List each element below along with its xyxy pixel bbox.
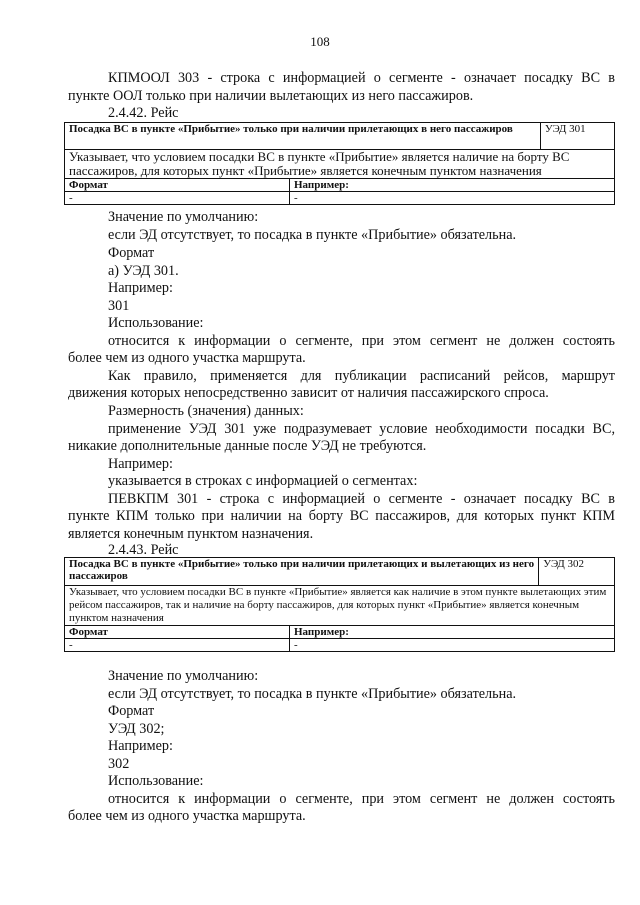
usage-text-6: более чем из одного участка маршрута. — [68, 808, 306, 824]
default-value-text-2: если ЭД отсутствует, то посадка в пункте «Прибытие» обязательна. — [108, 686, 517, 702]
ued-301-format-label: Формат — [65, 179, 290, 192]
ued-301-title: Посадка ВС в пункте «Прибытие» только при наличии прилетающих в него пассажиров — [65, 123, 541, 150]
usage-text-4: движения которых непосредственно зависит от наличия пассажирского спроса. — [68, 385, 549, 401]
example-text-1: указывается в строках с информацией о сегментах: — [108, 473, 418, 489]
usage-label: Использование: — [108, 315, 204, 331]
format-label: Формат — [108, 245, 155, 261]
ued-302-format-value: - — [65, 639, 290, 652]
intro-line-2: пункте ООЛ только при наличии вылетающих из него пассажиров. — [68, 88, 474, 104]
page-number: 108 — [310, 34, 330, 49]
ued-302-title: Посадка ВС в пункте «Прибытие» только при наличии прилетающих и вылетающих из него пассажиров — [65, 558, 539, 586]
example-text-4: является конечным пунктом назначения. — [68, 526, 314, 542]
usage-text-2: более чем из одного участка маршрута. — [68, 350, 306, 366]
ued-302-table — [64, 557, 615, 652]
ued-302-code: УЭД 302 — [539, 558, 615, 586]
default-value-label-2: Значение по умолчанию: — [108, 668, 259, 684]
usage-text-5: относится к информации о сегменте, при этом сегмент не должен состоять — [108, 791, 615, 807]
example-text-3: пункте КПМ только при наличии на борту ВС пассажиров, для которых пункт КПМ — [68, 508, 615, 524]
ued-302-example-value: - — [290, 639, 615, 652]
format-value-2: УЭД 302; — [108, 721, 165, 737]
section-heading-2-4-43: 2.4.43. Рейс — [108, 542, 179, 558]
usage-label-2: Использование: — [108, 773, 204, 789]
section-heading-2-4-42: 2.4.42. Рейс — [108, 105, 179, 121]
example-label-2: Например: — [108, 456, 173, 472]
ued-301-example-label: Например: — [290, 179, 615, 192]
ued-302-description: Указывает, что условием посадки ВС в пункте «Прибытие» является как наличие в этом пункте вылетающих этим рейсом пассажиров, так и наличие на борту пассажиров, для которых пункт «Прибытие» является конечным пунктом назначения — [65, 586, 615, 626]
ued-302-format-label: Формат — [65, 626, 290, 639]
intro-line-1: КПМООЛ 303 - строка с информацией о сегменте - означает посадку ВС в — [108, 70, 615, 86]
ued-301-description: Указывает, что условием посадки ВС в пункте «Прибытие» является наличие на борту ВС пассажиров, для которых пункт «Прибытие» является конечным пунктом назначения — [65, 150, 615, 179]
example-value: 301 — [108, 298, 130, 314]
example-label-3: Например: — [108, 738, 173, 754]
dimension-label: Размерность (значения) данных: — [108, 403, 304, 419]
ued-301-example-value: - — [290, 192, 615, 205]
example-label: Например: — [108, 280, 173, 296]
default-value-label: Значение по умолчанию: — [108, 209, 259, 225]
ued-301-code: УЭД 301 — [540, 123, 614, 150]
example-text-2: ПЕВКПМ 301 - строка с информацией о сегменте - означает посадку ВС в — [108, 491, 615, 507]
usage-text-3: Как правило, применяется для публикации расписаний рейсов, маршрут — [108, 368, 615, 384]
usage-text-1: относится к информации о сегменте, при этом сегмент не должен состоять — [108, 333, 615, 349]
ued-302-example-label: Например: — [290, 626, 615, 639]
format-label-2: Формат — [108, 703, 155, 719]
dimension-text-2: никакие дополнительные данные после УЭД не требуются. — [68, 438, 427, 454]
ued-301-table — [64, 122, 615, 205]
format-value: а) УЭД 301. — [108, 263, 179, 279]
dimension-text-1: применение УЭД 301 уже подразумевает условие необходимости посадки ВС, — [108, 421, 615, 437]
default-value-text: если ЭД отсутствует, то посадка в пункте «Прибытие» обязательна. — [108, 227, 517, 243]
example-value-2: 302 — [108, 756, 130, 772]
ued-301-format-value: - — [65, 192, 290, 205]
